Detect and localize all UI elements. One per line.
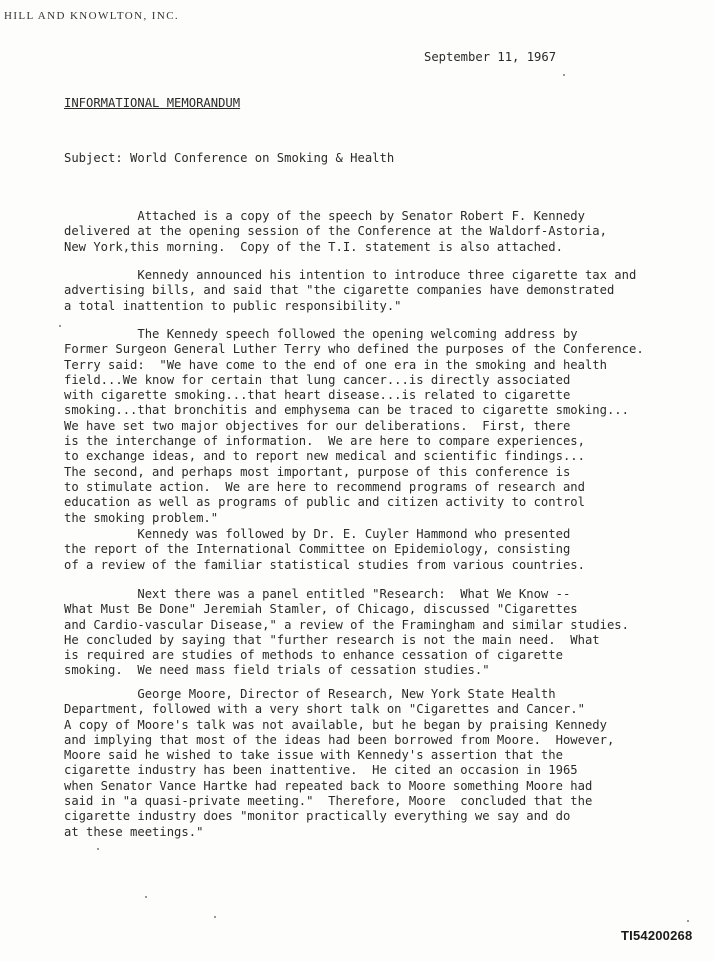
paragraph-terry-address: The Kennedy speech followed the opening welcoming address by Former Surgeon General Luther Terry who defined the purposes of the Conference. Terry said: "We have come to the end of one era in the smoking and health field...We know for certain that lung cancer...is directly associated with cigarette smoking...that heart disease...is related to cigarette smoking...that bronchitis and emphysema can be traced to cigarette smoking... We have set two major objectives for our deliberations. First, there is the interchange of information. We are here to compare experiences, to exchange ideas, and to report new medical and scientific findings... The second, and perhaps most important, purpose of this conference is to stimulate action. We are here to recommend programs of research and education as well as programs of public and citizen activity to control the smoking problem." — [64, 327, 644, 525]
scan-speck — [687, 920, 689, 922]
paragraph-kennedy-bills: Kennedy announced his intention to introduce three cigarette tax and advertising bills, and said that "the cigarette companies have demonstrated a total inattention to public responsibility." — [64, 268, 637, 313]
memo-date: September 11, 1967 — [424, 50, 557, 64]
scan-speck — [97, 848, 99, 850]
paragraph-attachment: Attached is a copy of the speech by Senator Robert F. Kennedy delivered at the opening session of the Conference at the Waldorf-Astoria, New York,this morning. Copy of the T.I. statement is also attached. — [64, 209, 607, 254]
document-id: TI54200268 — [621, 928, 693, 943]
letterhead: HILL AND KNOWLTON, INC. — [4, 10, 180, 22]
paragraph-moore-talk: George Moore, Director of Research, New York State Health Department, followed with a very short talk on "Cigarettes and Cancer." A copy of Moore's talk was not available, but he began by praising Kennedy and implying that most of the ideas had been borrowed from Moore. However, Moore said he wished to take issue with Kennedy's assertion that the cigarette industry has been inattentive. He cited an occasion in 1965 when Senator Vance Hartke had repeated back to Moore something Moore had said in "a quasi-private meeting." Therefore, Moore concluded that the cigarette industry does "monitor practically everything we say and do at these meetings." — [64, 687, 615, 839]
scan-speck — [214, 916, 216, 918]
paragraph-hammond-report: Kennedy was followed by Dr. E. Cuyler Hammond who presented the report of the International Committee on Epidemiology, consisting of a review of the familiar statistical studies from various countries. — [64, 527, 585, 572]
scan-speck — [59, 325, 61, 327]
scan-speck — [145, 896, 147, 898]
scan-speck — [563, 74, 565, 76]
paragraph-stamler-panel: Next there was a panel entitled "Research: What We Know -- What Must Be Done" Jeremiah Stamler, of Chicago, discussed "Cigarettes and Cardio-vascular Disease," a review of the Framingham and similar studies. He concluded by saying that "further research is not the main need. What is required are studies of methods to enhance cessation of cigarette smoking. We need mass field trials of cessation studies." — [64, 587, 629, 678]
subject-line: Subject: World Conference on Smoking & Health — [64, 151, 395, 165]
memo-title: INFORMATIONAL MEMORANDUM — [64, 96, 241, 110]
